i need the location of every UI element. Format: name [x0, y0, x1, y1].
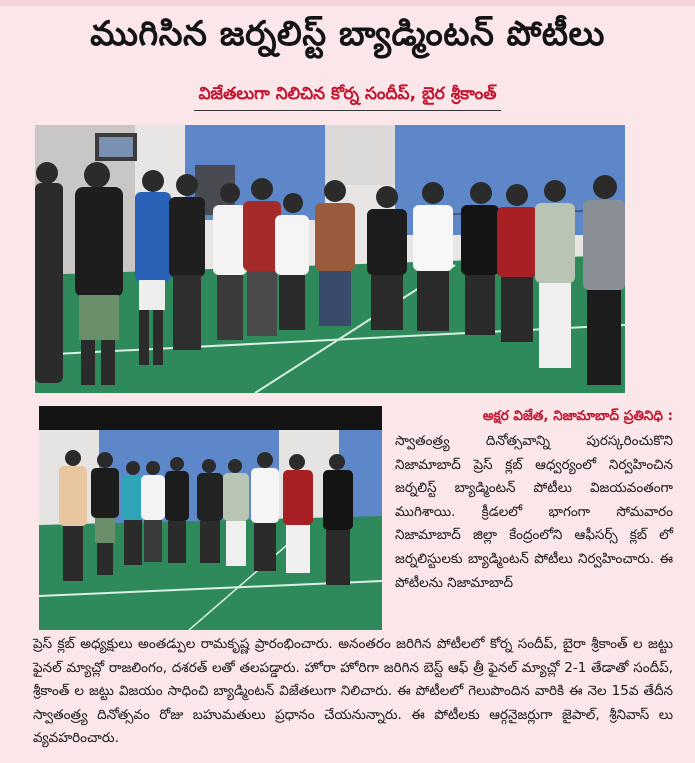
subheadline-wrapper — [0, 84, 695, 111]
group-photo-small — [39, 406, 382, 630]
headline: ముగిసిన జర్నలిస్ట్ బ్యాడ్మింటన్ పోటీలు — [90, 14, 605, 54]
top-strip — [0, 0, 695, 6]
subheadline: విజేతలుగా నిలిచిన కోర్న సందీప్, బైర శ్రీకాంత్ — [194, 84, 500, 111]
byline: అక్షర విజేత, నిజామాబాద్ ప్రతినిధి : — [482, 408, 673, 424]
article-body-full — [33, 633, 673, 751]
group-photo-large — [35, 125, 625, 393]
article-body-full-text: ప్రెస్ క్లబ్ అధ్యక్షులు అంతడ్పుల రామకృష్ణ ప్రారంభించారు. అనంతరం జరిగిన పోటీలలో కోర్న సందీప్, బైరా శ్రీకాంత్ ల జట్టు ఫైనల్ మ్యాచ్లో రాజలింగం, దశరత్ లతో తలపడ్డారు. హోరా హోరిగా జరిగిన బెస్ట్ ఆఫ్ త్రీ ఫైనల్ మ్యాచ్లో 2-1 తేడాతో సందీప్, శ్రీకాంత్ ల జట్టు విజయం సాధించి బ్యాడ్మింటన్ విజేతలుగా నిలిచారు. ఈ పోటీలలో గెలుపొందిన వారికి ఈ నెల 15వ తేదీన స్వాతంత్ర్య దినోత్సవం రోజు బహుమతులు ప్రధానం చేయనున్నారు. ఈ పోటీలకు ఆర్గనైజర్లుగా జైపాల్, శ్రీనివాస్ లు వ్యవహరించారు. — [33, 636, 673, 747]
article-body-column-text: స్వాతంత్ర్య దినోత్సవాన్ని పురస్కరించుకొని నిజామాబాద్ ప్రెస్ క్లబ్ ఆధ్వర్యంలో నిర్వహించిన జర్నలిస్ట్ బ్యాడ్మింటన్ పోటీలు విజయవంతంగా ముగిశాయి. క్రీడలలో భాగంగా సోమవారం నిజామాబాద్ జిల్లా కేంద్రంలోని ఆఫీసర్స్ క్లబ్ లో జర్నలిస్టులకు బ్యాడ్మింటన్ పోటీలు నిర్వహించారు. ఈ పోటీలను నిజామాబాద్ — [395, 433, 673, 591]
group-photo-small-drawing — [39, 406, 382, 630]
group-photo-large-drawing — [35, 125, 625, 393]
article-body-column — [395, 430, 673, 595]
